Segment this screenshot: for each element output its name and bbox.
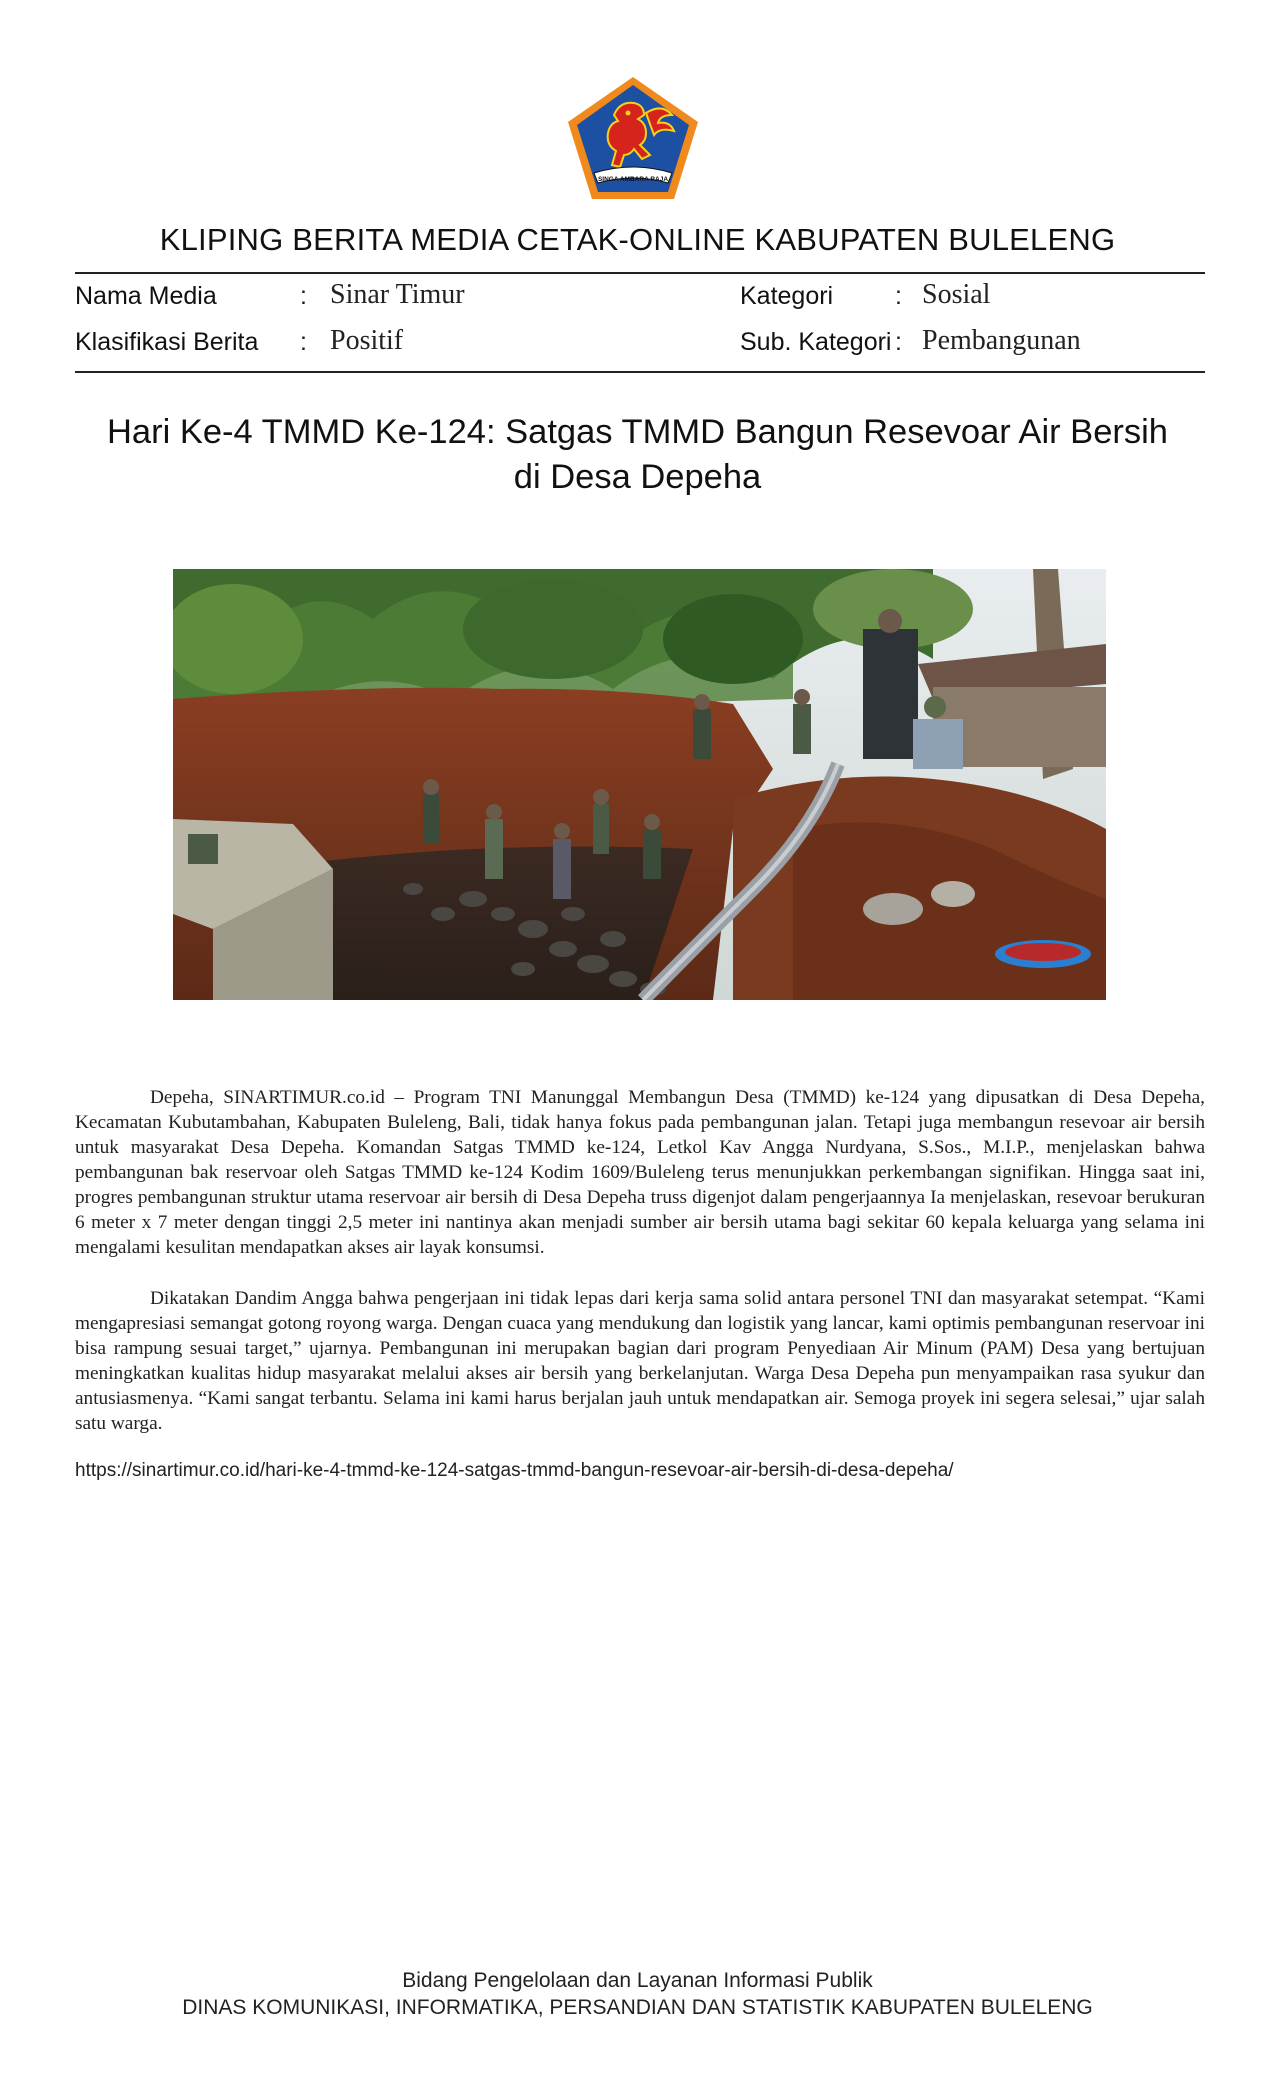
classification-colon: : (300, 328, 307, 356)
header-divider-bottom (75, 371, 1205, 373)
buleleng-regency-logo (566, 75, 700, 201)
article-paragraph: Dikatakan Dandim Angga bahwa pengerjaan ini tidak lepas dari kerja sama solid antara personel TNI dan masyarakat setempat. “Kami mengapresiasi semangat gotong royong warga. Dengan cuaca yang mendukung dan logistik yang lancar, kami optimis pembangunan reservoar ini bisa rampung sesuai target,” ujarnya. Pembangunan ini merupakan bagian dari program Penyediaan Air Minum (PAM) Desa yang bertujuan meningkatkan kualitas hidup masyarakat melalui akses air bersih yang berkelanjutan. Warga Desa Depeha pun menyampaikan rasa syukur dan antusiasmenya. “Kami sangat terbantu. Selama ini kami harus berjalan jauh untuk mendapatkan air. Semoga proyek ini segera selesai,” ujar salah satu warga. (75, 1288, 1205, 1434)
category-label: Kategori (740, 282, 834, 310)
clipping-header-title: KLIPING BERITA MEDIA CETAK-ONLINE KABUPATEN BULELENG (159, 222, 1116, 257)
header-divider-top (75, 272, 1205, 274)
source-url[interactable]: https://sinartimur.co.id/hari-ke-4-tmmd-ke-124-satgas-tmmd-bangun-resevoar-air-bersih-di-desa-depeha/ (75, 1460, 954, 1481)
construction-site-photo (173, 569, 1106, 1000)
svg-text:SINGA AMBARA RAJA: SINGA AMBARA RAJA (597, 176, 669, 183)
article-paragraph: Depeha, SINARTIMUR.co.id – Program TNI Manunggal Membangun Desa (TMMD) ke-124 yang dipusatkan di Desa Depeha, Kecamatan Kubutambahan, Kabupaten Buleleng, Bali, tidak hanya fokus pada pembangunan jalan. Tetapi juga membangun resevoar air bersih untuk masyarakat Desa Depeha. Komandan Satgas TMMD ke-124, Letkol Kav Angga Nurdyana, S.Sos., M.I.P., menjelaskan bahwa pembangunan bak reservoar oleh Satgas TMMD ke-124 Kodim 1609/Buleleng terus menunjukkan perkembangan signifikan. Hingga saat ini, progres pembangunan struktur utama reservoar air bersih di Desa Depeha truss digenjot dalam pengerjaannya Ia menjelaskan, resevoar berukuran 6 meter x 7 meter dengan tinggi 2,5 meter ini nantinya akan menjadi sumber air bersih utama bagi sekitar 60 kepala keluarga yang selama ini mengalami kesulitan mendapatkan akses air layak konsumsi. (75, 1087, 1205, 1258)
media-name-label: Nama Media (75, 282, 217, 310)
category-value: Sosial (922, 279, 991, 310)
article-photo (173, 569, 1106, 1000)
classification-label: Klasifikasi Berita (75, 328, 259, 356)
subcategory-colon: : (895, 328, 902, 356)
subcategory-label: Sub. Kategori (740, 328, 892, 356)
subcategory-value: Pembangunan (922, 325, 1081, 356)
media-name-colon: : (300, 282, 307, 310)
lion-crest-icon (566, 75, 700, 201)
footer-department: Bidang Pengelolaan dan Layanan Informasi Publik (402, 1969, 873, 1992)
media-name-value: Sinar Timur (330, 279, 465, 310)
category-colon: : (895, 282, 902, 310)
classification-value: Positif (330, 325, 404, 356)
article-headline: Hari Ke-4 TMMD Ke-124: Satgas TMMD Bangun Resevoar Air Bersih di Desa Depeha (107, 413, 1168, 496)
footer-agency: DINAS KOMUNIKASI, INFORMATIKA, PERSANDIAN DAN STATISTIK KABUPATEN BULELENG (182, 1996, 1093, 2019)
